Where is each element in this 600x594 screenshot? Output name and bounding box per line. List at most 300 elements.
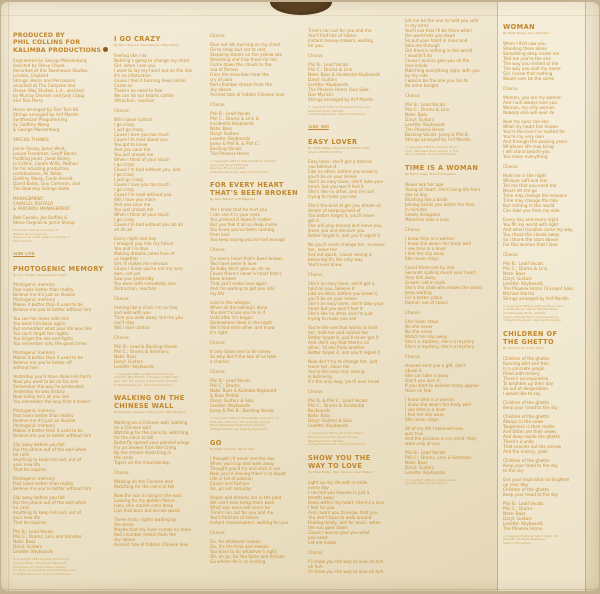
text-line: Phil Collins Ltd./Pun Music Inc. and bbox=[308, 435, 358, 439]
section-label bbox=[308, 550, 401, 555]
text-line: Will I loose control bbox=[114, 116, 153, 122]
text-line: The Boarsley Grange Hotel bbox=[13, 186, 70, 192]
text-line: Blushing like a bride bbox=[405, 196, 448, 202]
text-line: Children of the ghetto bbox=[503, 413, 550, 419]
song-title bbox=[405, 164, 494, 172]
text-line: Atlantic Recording Corp. bbox=[13, 232, 49, 236]
text-line: You better forget it, you'll never bbox=[308, 213, 375, 219]
text-line: Phil C.: Drums bbox=[210, 383, 240, 389]
text-line: WALKING ON THE bbox=[114, 394, 185, 403]
text-line: Phil B. & Phil C.: Lead Vocals bbox=[308, 398, 368, 404]
text-line: Making dreams come true of bbox=[114, 250, 175, 256]
text-line: and wild with you bbox=[114, 309, 151, 315]
text-line: Music/Yellowbrick Road Music (ASCAP). bbox=[210, 424, 267, 428]
text-line: And she'll say that there's no bbox=[308, 340, 370, 346]
performer-credits bbox=[308, 62, 401, 102]
text-line: There's no need to fear bbox=[114, 87, 163, 93]
text-line: he calls bbox=[13, 505, 29, 511]
text-line: Better forget it, ooh you'll regret it bbox=[308, 233, 381, 239]
text-line: So baby don't give up, oh no bbox=[210, 266, 271, 272]
text-line: I go crazy bbox=[114, 186, 135, 192]
text-line: Phil B.: Lead Vocals bbox=[503, 500, 544, 506]
text-line: For this woman that I love bbox=[503, 241, 558, 247]
text-line: Hopes and dreams are in the past bbox=[210, 495, 282, 501]
text-line: © Copyright 1984 by Warlock Music Corp., bbox=[503, 304, 565, 308]
text-line: Now don't try to change her, just bbox=[308, 359, 378, 365]
text-line: I know she wears her body well bbox=[405, 240, 471, 246]
text-line: Somewhere deep in the night bbox=[210, 320, 272, 326]
text-line: heart but you won't feel it bbox=[308, 306, 363, 312]
text-line: Two have been in love bbox=[210, 261, 257, 267]
text-line: Raymond de Costa appears courtesy of bbox=[13, 236, 71, 240]
text-line: Daryl: Guitars bbox=[13, 544, 43, 550]
text-line: You'll see that I'll be there when bbox=[405, 28, 472, 33]
text-line: Woman, you are my woman bbox=[503, 94, 562, 100]
songwriter-credit bbox=[308, 147, 401, 155]
text-line: Lesette: Keyboards bbox=[405, 469, 446, 475]
lyrics-paragraph bbox=[210, 349, 304, 364]
lyrics-paragraph bbox=[503, 458, 583, 473]
text-line: She's like no other and I'm just bbox=[308, 311, 373, 317]
text-line: Photogenic memory bbox=[13, 297, 56, 303]
text-line: You fill my world with light bbox=[503, 221, 559, 227]
text-line: Daryl: Guitars bbox=[503, 275, 533, 281]
text-line: Chorus bbox=[210, 369, 225, 375]
text-line: the sun goes down bbox=[308, 524, 348, 530]
text-line: Whisper soft and low bbox=[503, 177, 547, 183]
text-line: By the stream stretching in bbox=[114, 449, 172, 455]
column-production-and-side-one bbox=[13, 32, 110, 580]
text-line: (Duet with Phil Collins) bbox=[308, 150, 343, 154]
lyrics-paragraph bbox=[405, 397, 494, 422]
text-line: By Philip Bailey, Phil Collins, Nathan East bbox=[308, 146, 370, 150]
text-line: Phil B.: Lead Vocals bbox=[13, 529, 54, 535]
text-line: I know she wears her body well bbox=[405, 401, 471, 407]
lyrics-paragraph bbox=[114, 479, 207, 489]
text-line: up your day bbox=[503, 481, 529, 487]
production-credit-title bbox=[13, 32, 110, 54]
text-line: Something deep inside me bbox=[503, 50, 560, 56]
text-line: Phil C.: Drums & Linn bbox=[503, 265, 548, 271]
text-line: That he inspires bbox=[13, 520, 47, 526]
text-line: Walking on the Chinese wall bbox=[114, 478, 173, 484]
text-line: The Phoenix Horns bbox=[210, 151, 250, 156]
text-line: Walking on a Chinese wall, walking bbox=[114, 419, 188, 425]
text-line: Like no other, before you know it, bbox=[308, 169, 379, 175]
text-line: Red chamber dream from the bbox=[114, 531, 176, 537]
text-line: Side Two bbox=[308, 124, 329, 130]
text-line: By Ralph Johnson, Wycal Carr bbox=[210, 447, 255, 451]
text-line: Until after it's begun bbox=[210, 315, 253, 321]
text-line: The Phoenix Horns (Sax Solo: bbox=[308, 87, 370, 92]
text-line: your new life bbox=[13, 462, 41, 468]
text-line: EASY LOVER bbox=[308, 137, 358, 146]
text-line: I wanna be the one you run to bbox=[405, 78, 469, 83]
lyrics-paragraph bbox=[503, 477, 583, 497]
text-line: I know time is a woman bbox=[405, 396, 455, 402]
text-line: Distraction, reaction bbox=[114, 285, 157, 291]
text-line: Anything to keep him out, out of bbox=[13, 510, 82, 516]
text-line: Ivory skin scarlet color deep bbox=[114, 502, 174, 508]
text-line: Backing Vocals bbox=[210, 146, 242, 151]
text-line: for you bbox=[308, 43, 323, 48]
section-label bbox=[210, 530, 304, 535]
text-line: own, not yet bbox=[114, 270, 141, 276]
text-line: Lesette: Keyboards bbox=[308, 82, 349, 87]
lyrics-paragraph bbox=[13, 107, 110, 132]
text-line: Growin' old in style bbox=[405, 279, 446, 285]
lyrics-paragraph bbox=[13, 442, 110, 472]
text-line: Makes it better than it used to be bbox=[13, 302, 83, 308]
text-line: And you save me bbox=[114, 146, 151, 152]
text-line: Daryl: Guitars & Solo bbox=[210, 398, 254, 404]
kalimba-logo-icon bbox=[103, 47, 108, 52]
text-line: Be mine tonight bbox=[405, 83, 439, 88]
lyrics-paragraph bbox=[405, 363, 494, 393]
lyrics-paragraph bbox=[210, 256, 304, 296]
text-line: I want to lay my heart out on the line bbox=[114, 67, 193, 73]
text-line: You just amaze me bbox=[114, 206, 154, 212]
text-line: her, hold her and control her bbox=[308, 330, 369, 336]
text-line: Toughness is their motto bbox=[503, 423, 555, 429]
text-line: in minutes bbox=[405, 206, 428, 212]
text-line: Girl, it makes me nervous bbox=[114, 260, 168, 266]
text-line: trying to make you see bbox=[308, 316, 357, 322]
section-label bbox=[308, 272, 401, 277]
lyrics-paragraph bbox=[210, 456, 304, 491]
text-line: But you feel it all so deep inside bbox=[210, 222, 278, 228]
text-line: Red chamber dream from the bbox=[210, 82, 272, 87]
text-line: All rights administered by Kmel Music Corp. bbox=[13, 569, 77, 573]
text-line: Chorus bbox=[210, 340, 225, 346]
text-line: I feel her slip away bbox=[405, 250, 445, 256]
text-line: Daryl: Guitars bbox=[114, 358, 144, 364]
text-line: She will play around and leave you, bbox=[308, 223, 383, 229]
text-line: Chorus bbox=[114, 107, 129, 113]
text-line: Would ever be the same bbox=[503, 75, 555, 81]
lyrics-paragraph bbox=[503, 119, 583, 159]
text-line: Chorus bbox=[114, 295, 129, 301]
text-line: You're the one that wants to hold bbox=[308, 325, 378, 331]
text-line: She's an easy lover, she'll take your bbox=[308, 301, 384, 307]
text-line: Chorus bbox=[503, 251, 518, 257]
lyrics-paragraph bbox=[13, 282, 110, 312]
text-line: You don't know you're in it bbox=[210, 310, 266, 316]
text-line: to the sky bbox=[503, 467, 524, 473]
text-line: You were with somebody else bbox=[114, 280, 176, 286]
performer-credits bbox=[405, 102, 494, 142]
lyrics-paragraph bbox=[405, 265, 494, 305]
lyrics-paragraph bbox=[114, 420, 207, 465]
text-line: You mean everything bbox=[503, 153, 548, 159]
text-line: © Copyright 1984 by Warlock Music Corp. bbox=[114, 372, 175, 376]
text-line: © Copyright 1984 by Warlock Music bbox=[405, 146, 458, 149]
text-line: I go crazy bbox=[114, 216, 135, 222]
text-line: You remember only the good times bbox=[13, 341, 87, 347]
text-line: without him bbox=[13, 365, 38, 371]
text-line: Photogenic memory bbox=[13, 423, 56, 429]
text-line: Anything to keep him out, out of bbox=[13, 457, 82, 463]
text-line: What my heart has known bbox=[503, 123, 559, 129]
text-line: Deep within my heart, there's a love bbox=[308, 499, 385, 505]
text-line: Runnin' out of space bbox=[405, 299, 448, 305]
text-line: Phil C.: Drums & Linn bbox=[405, 107, 450, 112]
text-line: Phil C.: Drums & Linn & bbox=[210, 116, 260, 121]
text-line: There's a unity bbox=[503, 438, 535, 444]
text-line: it's right bbox=[210, 330, 228, 336]
text-line: It's the only way, you'll ever know bbox=[308, 379, 380, 385]
text-line: Go where life is so inviting bbox=[210, 559, 266, 565]
section-label bbox=[13, 137, 110, 142]
text-line: The way you said my name bbox=[503, 65, 561, 71]
lyrics-paragraph bbox=[210, 300, 304, 335]
song-title bbox=[503, 330, 583, 346]
column-chinese-wall-end-and-for-every-heart-and-go bbox=[210, 28, 304, 568]
text-line: I see time is a lover bbox=[405, 406, 447, 412]
text-line: Recorded at the Townhouse Studios, bbox=[13, 68, 90, 74]
copyright-notice bbox=[210, 417, 304, 431]
text-line: Chorus bbox=[405, 309, 420, 315]
text-line: Yes I know that he hurt you bbox=[210, 207, 268, 213]
lyrics-paragraph bbox=[308, 480, 401, 545]
text-line: I thought I'd never see the day bbox=[210, 456, 275, 462]
text-line: Ancient tale of hidden Chinese love bbox=[114, 541, 189, 547]
text-line: you'll be on your knees bbox=[308, 174, 357, 180]
text-line: When I think of your touch bbox=[114, 156, 170, 162]
section-label bbox=[503, 86, 583, 91]
song-title bbox=[114, 394, 207, 410]
text-line: That he inspires bbox=[13, 467, 47, 473]
lyrics-paragraph bbox=[308, 203, 401, 238]
text-line: Now today he's all you see bbox=[13, 394, 70, 400]
text-line: By Roxanne Seeman, Marcy Levy, Billie Hughes bbox=[114, 411, 186, 415]
section-label bbox=[114, 108, 207, 113]
text-line: leave you and deceive you bbox=[308, 228, 365, 234]
text-line: Never ask her age bbox=[405, 181, 444, 187]
lyrics-paragraph bbox=[114, 305, 207, 330]
copyright-notice bbox=[503, 305, 583, 323]
lyrics-paragraph bbox=[503, 217, 583, 247]
text-line: by Murray Dvorkin and Judy Clapp bbox=[13, 93, 85, 99]
text-line: All Rights Reserved. Used by Permission. bbox=[210, 170, 269, 174]
text-line: Filled with misery bbox=[503, 370, 540, 376]
text-line: for his amazing production bbox=[13, 166, 70, 172]
text-line: You don't have to walk around bbox=[308, 514, 372, 520]
text-line: Crimsco Music, The Great Theatre Of bbox=[13, 561, 67, 565]
text-line: get it bbox=[308, 218, 320, 224]
fold-crease-right-flap bbox=[497, 2, 498, 591]
text-line: No you'll never change her, so leave bbox=[308, 242, 385, 248]
text-line: I wouldn't do bbox=[405, 53, 433, 58]
text-line: In a concrete jungle bbox=[503, 365, 545, 371]
text-line: Lesette: Keyboards bbox=[405, 122, 446, 127]
text-line: We can't ever bring them back bbox=[210, 500, 275, 506]
fold-crease-bottom bbox=[1, 589, 599, 590]
text-line: I will stand beside you bbox=[503, 148, 550, 154]
text-line: and Tom Perry bbox=[13, 98, 43, 104]
text-line: the world lets you down bbox=[405, 33, 456, 38]
text-line: Chorus bbox=[308, 53, 323, 58]
text-line: by Godfrey Wang bbox=[13, 122, 50, 128]
side-label bbox=[308, 125, 401, 131]
songwriter-credit bbox=[503, 32, 583, 36]
songwriter-credit bbox=[13, 274, 110, 278]
text-line: You're the only one, seeing bbox=[308, 369, 365, 375]
text-line: If you start to believe many appear bbox=[405, 382, 480, 388]
lyrics-paragraph bbox=[503, 95, 583, 115]
text-line: Believe me it's just an illusion bbox=[13, 418, 76, 424]
lyrics-paragraph bbox=[13, 350, 110, 370]
section-label bbox=[114, 470, 207, 475]
text-line: Nate: Bass bbox=[405, 459, 428, 465]
text-line: That can't make love again bbox=[210, 281, 267, 287]
text-line: Matching everything right, with you bbox=[405, 68, 480, 73]
text-line: TIME IS A WOMAN bbox=[405, 163, 479, 172]
text-line: Have no fear bbox=[405, 387, 432, 393]
text-line: PHOTOGENIC MEMORY bbox=[13, 264, 104, 273]
text-line: Cause I'm bad without you ah ah bbox=[114, 221, 184, 227]
lyrics-paragraph bbox=[13, 374, 110, 404]
text-line: Phil B.: Lead & Backing Vocals bbox=[114, 343, 178, 349]
text-line: from love bbox=[210, 232, 230, 238]
column-go-end-and-easy-lover-and-show-you bbox=[308, 28, 401, 578]
text-line: believing it's the only way bbox=[308, 257, 363, 263]
text-line: Let me inside bbox=[308, 539, 337, 545]
section-label bbox=[210, 369, 304, 374]
text-line: (ASCAP). All Rights Reserved. bbox=[503, 538, 546, 542]
text-line: The Phoenix Horns bbox=[405, 127, 445, 132]
text-line: Phil B.: Lead Vocals bbox=[405, 102, 446, 107]
text-line: CHINESE WALL bbox=[114, 402, 174, 411]
text-line: Music (ASCAP). Used by Permission. bbox=[405, 153, 457, 157]
text-line: Joining hands you watch her face bbox=[405, 201, 475, 207]
song-title bbox=[308, 138, 401, 146]
text-line: Better forget it, you'll never get it bbox=[308, 335, 379, 341]
text-line: To brighten up their day bbox=[503, 380, 554, 386]
text-line: FOR EVERY HEART bbox=[210, 181, 284, 190]
text-line: Looking for my golden fleece bbox=[114, 497, 175, 503]
text-line: other, 'til she finds another bbox=[308, 345, 365, 351]
text-line: Jo Collins, Carole Willis, Nathan bbox=[13, 161, 79, 167]
text-line: When I first saw you bbox=[503, 40, 546, 46]
text-line: sea of flames bbox=[210, 67, 239, 72]
text-line: You want him back again bbox=[13, 321, 66, 327]
text-line: You keep saying you've had enough bbox=[210, 237, 286, 243]
text-line: Nate: Bass bbox=[503, 270, 526, 276]
copyright-notice bbox=[405, 479, 494, 486]
lyrics-paragraph bbox=[13, 58, 110, 103]
text-line: Engineered by George Massenburg bbox=[13, 58, 87, 64]
text-line: You have to do whatever's right bbox=[210, 549, 277, 555]
copyright-notice bbox=[13, 229, 110, 243]
text-line: love inside bbox=[405, 63, 428, 68]
text-line: Will I love you more bbox=[114, 196, 156, 202]
text-line: Like no other, before you know it, bbox=[308, 291, 379, 297]
text-line: Synthesizer Programming bbox=[13, 117, 68, 123]
text-line: Chorus bbox=[503, 163, 518, 169]
lyrics-paragraph bbox=[114, 53, 207, 103]
section-label bbox=[210, 102, 304, 107]
text-line: You chase the clouds away bbox=[503, 231, 560, 237]
text-line: For a better place bbox=[405, 294, 443, 300]
text-line: uh huh bbox=[308, 563, 323, 569]
text-line: Now you're leaving there's no doubt bbox=[210, 471, 286, 477]
section-label bbox=[210, 33, 304, 38]
lyrics-paragraph bbox=[13, 408, 110, 438]
text-line: Always in the news bbox=[503, 418, 544, 424]
text-line: Go, it's the time and season bbox=[210, 544, 269, 550]
lyrics-paragraph bbox=[405, 236, 494, 261]
text-line: dream of keeping hold of bbox=[308, 208, 361, 214]
text-line: Now you want to be on his arm bbox=[13, 379, 79, 385]
song-title bbox=[308, 454, 401, 470]
text-line: Young at heart, she's living life from bbox=[405, 186, 481, 192]
text-line: Cause I wanna give you what bbox=[308, 529, 370, 535]
text-line: Rip the phone out of the wall when bbox=[13, 500, 87, 506]
text-line: Cause I love you too much bbox=[114, 181, 170, 187]
performer-credits bbox=[308, 398, 401, 428]
text-line: We can let our hearts collide bbox=[114, 92, 174, 98]
song-title bbox=[114, 35, 207, 43]
text-line: Life is full of passion bbox=[210, 476, 253, 482]
text-line: Caviar and fashion bbox=[210, 481, 250, 487]
text-line: Cause I'm mad without you bbox=[114, 191, 172, 197]
column-woman-and-children-of-the-ghetto bbox=[503, 16, 583, 549]
text-line: Nobody else will ever do bbox=[503, 109, 555, 115]
column-i-go-crazy bbox=[114, 28, 207, 551]
text-line: And you save me bbox=[114, 201, 151, 207]
text-line: You got to know bbox=[114, 141, 148, 147]
text-line: Nate: Bass bbox=[13, 539, 36, 545]
text-line: Phil C.: Drums, Linn and Vocoder bbox=[13, 534, 82, 540]
text-line: What was once will never be bbox=[210, 505, 271, 511]
text-line: Three misty nights waiting by bbox=[114, 516, 177, 522]
lyrics-paragraph bbox=[308, 359, 401, 384]
text-line: Phil B.: Lead Vocals bbox=[503, 260, 544, 266]
text-line: There's no inspiration bbox=[503, 375, 549, 381]
lyrics-paragraph bbox=[13, 476, 110, 491]
text-line: Blue red silk burning on my chest bbox=[210, 42, 281, 47]
section-label bbox=[405, 93, 494, 98]
text-line: Girl I knew that nothing bbox=[503, 70, 553, 76]
text-line: Incidental Keyboards bbox=[210, 121, 254, 126]
text-line: Jamie Shoop, Jonas West, bbox=[13, 146, 66, 152]
text-line: Daryl: Guitars & Solo bbox=[308, 418, 352, 424]
text-line: Horns arranged by Tom Tom 84 bbox=[13, 107, 79, 113]
songwriter-credit bbox=[503, 347, 583, 351]
text-line: © Copyright 1984 by Foreworks Music and bbox=[308, 106, 370, 109]
text-line: I feel her slip away bbox=[405, 411, 445, 417]
text-line: Lesette: Keyboards bbox=[13, 549, 54, 555]
text-line: Watching for the coins to fall bbox=[114, 483, 175, 489]
lyrics-paragraph bbox=[405, 18, 494, 88]
text-line: Seconds spilling round your heart, bbox=[405, 269, 477, 275]
text-line: And I will always love you bbox=[503, 99, 557, 105]
text-line: been broken bbox=[210, 276, 237, 282]
text-line: © Copyright 1984 by Sir & Trini Music, bbox=[308, 432, 364, 436]
text-line: Cause I love you too much bbox=[114, 131, 170, 137]
text-line: You forget the lies and fights bbox=[13, 336, 74, 342]
text-line: Time's run out for you and me bbox=[210, 510, 274, 516]
text-line: Heaven sent you a gift, don't bbox=[405, 362, 466, 368]
text-line: Yesterday you'd have done him harm bbox=[13, 374, 92, 380]
lyrics-paragraph bbox=[308, 325, 401, 355]
text-line: You're my very own bbox=[503, 133, 545, 139]
text-line: Believe me you're better without him bbox=[13, 307, 92, 313]
text-line: Children of the ghetto bbox=[503, 355, 550, 361]
text-line: By Don Wright, Dave Sapiston Clark bbox=[13, 273, 67, 277]
text-line: I go crazy bbox=[114, 121, 135, 127]
